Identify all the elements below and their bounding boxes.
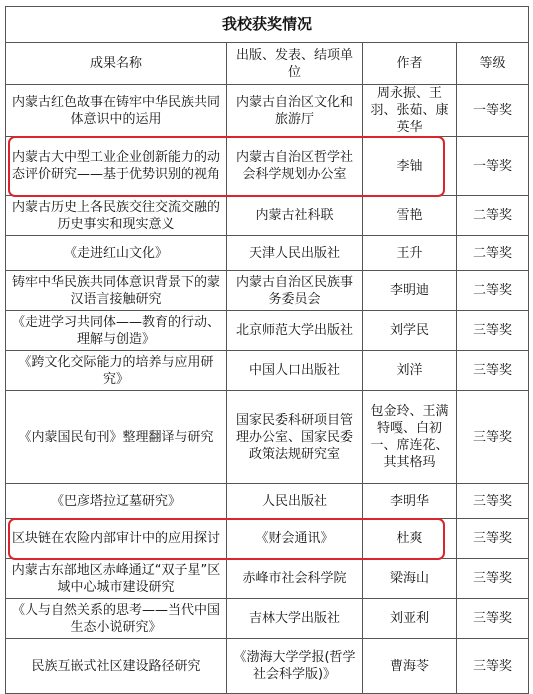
cell-publisher: 中国人口出版社 bbox=[227, 351, 363, 391]
table-row bbox=[6, 484, 529, 519]
cell-author: 周永振、王羽、张茹、康英华 bbox=[363, 85, 457, 137]
cell-grade: 二等奖 bbox=[457, 236, 529, 271]
cell-grade: 三等奖 bbox=[457, 599, 529, 639]
table-row bbox=[6, 196, 529, 236]
cell-author: 曹海苓 bbox=[363, 639, 457, 694]
table-row bbox=[6, 639, 529, 694]
table-title: 我校获奖情况 bbox=[6, 7, 529, 43]
table-row bbox=[6, 271, 529, 311]
cell-grade: 三等奖 bbox=[457, 519, 529, 559]
table-row bbox=[6, 85, 529, 137]
cell-publisher: 内蒙古社科联 bbox=[227, 196, 363, 236]
cell-name: 内蒙古大中型工业企业创新能力的动态评价研究——基于优势识别的视角 bbox=[6, 137, 227, 196]
cell-grade: 三等奖 bbox=[457, 484, 529, 519]
cell-name: 铸牢中华民族共同体意识背景下的蒙汉语言接触研究 bbox=[6, 271, 227, 311]
cell-name: 内蒙古历史上各民族交往交流交融的历史事实和现实意义 bbox=[6, 196, 227, 236]
cell-publisher: 天津人民出版社 bbox=[227, 236, 363, 271]
cell-author: 刘亚利 bbox=[363, 599, 457, 639]
cell-name: 《跨文化交际能力的培养与应用研究》 bbox=[6, 351, 227, 391]
cell-name: 《走进学习共同体——教育的行动、理解与创造》 bbox=[6, 311, 227, 351]
cell-grade: 一等奖 bbox=[457, 85, 529, 137]
cell-grade: 二等奖 bbox=[457, 196, 529, 236]
cell-name: 《内蒙国民旬刊》整理翻译与研究 bbox=[6, 391, 227, 484]
table-row bbox=[6, 351, 529, 391]
cell-publisher: 赤峰市社会科学院 bbox=[227, 559, 363, 599]
cell-publisher: 内蒙古自治区哲学社会科学规划办公室 bbox=[227, 137, 363, 196]
cell-publisher: 吉林大学出版社 bbox=[227, 599, 363, 639]
header-publisher: 出版、发表、结项单位 bbox=[227, 43, 363, 85]
cell-grade: 三等奖 bbox=[457, 391, 529, 484]
cell-grade: 三等奖 bbox=[457, 311, 529, 351]
cell-author: 刘洋 bbox=[363, 351, 457, 391]
cell-grade: 二等奖 bbox=[457, 271, 529, 311]
title-row bbox=[6, 7, 529, 43]
cell-author: 李明迪 bbox=[363, 271, 457, 311]
cell-publisher: 北京师范大学出版社 bbox=[227, 311, 363, 351]
cell-publisher: 人民出版社 bbox=[227, 484, 363, 519]
cell-author: 李明华 bbox=[363, 484, 457, 519]
cell-publisher: 内蒙古自治区民族事务委员会 bbox=[227, 271, 363, 311]
cell-publisher: 《财会通讯》 bbox=[227, 519, 363, 559]
table-row bbox=[6, 559, 529, 599]
cell-author: 王升 bbox=[363, 236, 457, 271]
table-row bbox=[6, 519, 529, 559]
header-row bbox=[6, 43, 529, 85]
header-author: 作者 bbox=[363, 43, 457, 85]
cell-publisher: 内蒙古自治区文化和旅游厅 bbox=[227, 85, 363, 137]
cell-name: 区块链在农险内部审计中的应用探讨 bbox=[6, 519, 227, 559]
table-row bbox=[6, 236, 529, 271]
awards-table bbox=[5, 6, 529, 694]
cell-name: 内蒙古东部地区赤峰通辽“双子星”区域中心城市建设研究 bbox=[6, 559, 227, 599]
cell-author: 刘学民 bbox=[363, 311, 457, 351]
table-row bbox=[6, 599, 529, 639]
cell-name: 《走进红山文化》 bbox=[6, 236, 227, 271]
cell-grade: 三等奖 bbox=[457, 351, 529, 391]
cell-grade: 三等奖 bbox=[457, 559, 529, 599]
cell-publisher: 国家民委科研项目管理办公室、国家民委政策法规研究室 bbox=[227, 391, 363, 484]
cell-name: 民族互嵌式社区建设路径研究 bbox=[6, 639, 227, 694]
table-row bbox=[6, 391, 529, 484]
table-row bbox=[6, 311, 529, 351]
cell-author: 李铀 bbox=[363, 137, 457, 196]
cell-author: 雪艳 bbox=[363, 196, 457, 236]
cell-author: 包金玲、王满特嘎、白初一、席连花、其其格玛 bbox=[363, 391, 457, 484]
cell-name: 内蒙古红色故事在铸牢中华民族共同体意识中的运用 bbox=[6, 85, 227, 137]
header-name: 成果名称 bbox=[6, 43, 227, 85]
cell-author: 杜爽 bbox=[363, 519, 457, 559]
cell-grade: 一等奖 bbox=[457, 137, 529, 196]
header-grade: 等级 bbox=[457, 43, 529, 85]
cell-publisher: 《渤海大学学报(哲学社会科学版)》 bbox=[227, 639, 363, 694]
cell-author: 梁海山 bbox=[363, 559, 457, 599]
cell-name: 《人与自然关系的思考——当代中国生态小说研究》 bbox=[6, 599, 227, 639]
cell-name: 《巴彦塔拉辽墓研究》 bbox=[6, 484, 227, 519]
table-row bbox=[6, 137, 529, 196]
cell-grade: 三等奖 bbox=[457, 639, 529, 694]
